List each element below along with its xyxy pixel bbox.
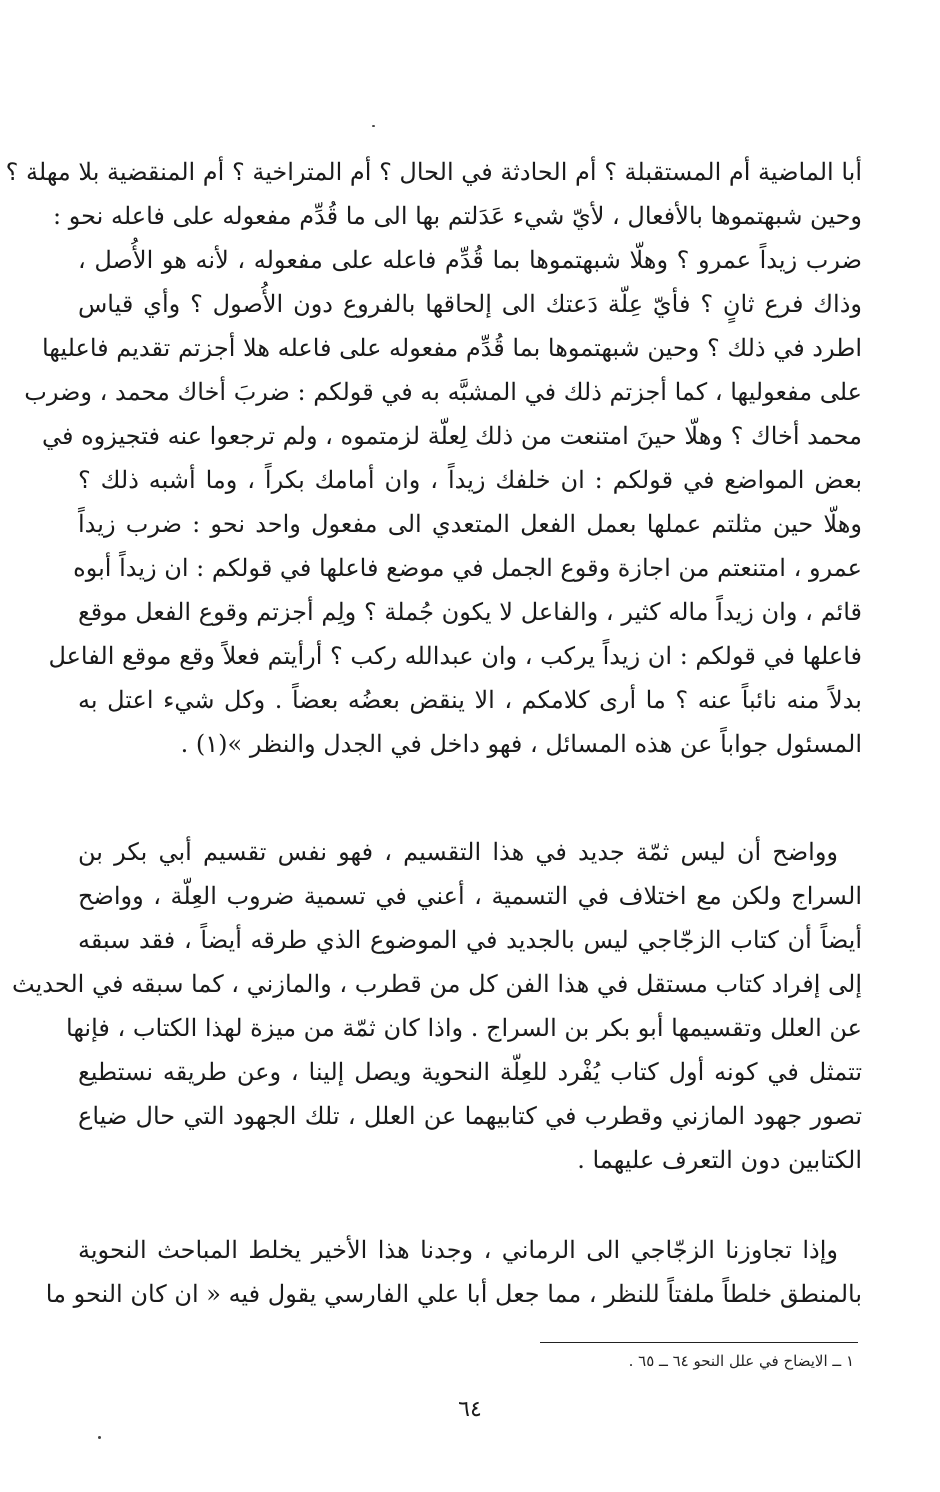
text-line: وإذا تجاوزنا الزجّاجي الى الرماني ، وجدنا هذا الأخير يخلط المباحث النحوية xyxy=(78,1236,839,1264)
print-speck xyxy=(98,1436,101,1439)
text-line: ضرب زيداً عمرو ؟ وهلّا شبهتموها بما قُدِّم فاعله على مفعوله ، لأنه هو الأُصل ، xyxy=(78,246,862,274)
text-line: أيضاً أن كتاب الزجّاجي ليس بالجديد في الموضوع الذي طرقه أيضاً ، فقد سبقه xyxy=(78,926,862,954)
footnote-divider xyxy=(540,1342,858,1343)
text-line: محمد أخاك ؟ وهلّا حينَ امتنعت من ذلك لِعلّة لزمتموه ، ولم ترجعوا عنه فتجيزوه في xyxy=(42,422,862,450)
text-line: المسئول جواباً عن هذه المسائل ، فهو داخل في الجدل والنظر »(١) . xyxy=(180,730,862,758)
text-line: وهلّا حين مثلتم عملها بعمل الفعل المتعدي الى مفعول واحد نحو : ضرب زيداً xyxy=(78,510,862,538)
text-line: وذاك فرع ثانٍ ؟ فأيّ عِلّة دَعتك الى إلحاقها بالفروع دون الأُصول ؟ وأي قياس xyxy=(78,290,862,318)
text-line: بدلاً منه نائباً عنه ؟ ما أرى كلامكم ، الا ينقض بعضُه بعضاً . وكل شيء اعتل به xyxy=(78,686,862,714)
text-line: السراج ولكن مع اختلاف في التسمية ، أعني في تسمية ضروب العِلّة ، وواضح xyxy=(78,882,862,910)
text-line: وحين شبهتموها بالأفعال ، لأيّ شيء عَدَلتم بها الى ما قُدِّم مفعوله على فاعله نحو : xyxy=(53,202,862,230)
text-line: وواضح أن ليس ثمّة جديد في هذا التقسيم ، فهو نفس تقسيم أبي بكر بن xyxy=(78,838,838,866)
text-line: الكتابين دون التعرف عليهما . xyxy=(577,1146,862,1174)
text-line: فاعلها في قولكم : ان زيداً يركب ، وان عبدالله ركب ؟ أرأيتم فعلاً وقع موقع الفاعل xyxy=(48,642,862,670)
page-number: ٦٤ xyxy=(458,1397,482,1422)
paragraph-3 xyxy=(45,1228,862,1316)
text-line: إلى إفراد كتاب مستقل في هذا الفن كل من قطرب ، والمازني ، كما سبقه في الحديث xyxy=(12,970,862,998)
paragraph-1 xyxy=(5,150,862,766)
text-line: اطرد في ذلك ؟ وحين شبهتموها بما قُدِّم مفعوله على فاعله هلا أجزتم تقديم فاعليها xyxy=(41,334,862,362)
text-line: عن العلل وتقسيمها أبو بكر بن السراج . واذا كان ثمّة من ميزة لهذا الكتاب ، فإنها xyxy=(66,1014,862,1042)
text-line: بعض المواضع في قولكم : ان خلفك زيداً ، وان أمامك بكراً ، وما أشبه ذلك ؟ xyxy=(78,466,862,494)
text-line: أبا الماضية أم المستقبلة ؟ أم الحادثة في الحال ؟ أم المتراخية ؟ أم المنقضية بلا مهلة ؟ xyxy=(5,158,862,186)
text-line: قائم ، وان زيداً ماله كثير ، والفاعل لا يكون جُملة ؟ ولِم أجزتم وقوع الفعل موقع xyxy=(78,598,862,626)
print-speck xyxy=(372,125,375,127)
text-line: تتمثل في كونه أول كتاب يُفْرد للعِلّة النحوية ويصل إلينا ، وعن طريقه نستطيع xyxy=(78,1058,863,1086)
text-line: عمرو ، امتنعتم من اجازة وقوع الجمل في موضع فاعلها في قولكم : ان زيداً أبوه xyxy=(73,554,862,582)
text-line: على مفعوليها ، كما أجزتم ذلك في المشبَّه به في قولكم : ضربَ أخاك محمد ، وضرب xyxy=(24,378,862,406)
text-line: بالمنطق خلطاً ملفتاً للنظر ، مما جعل أبا علي الفارسي يقول فيه « ان كان النحو ما xyxy=(45,1280,862,1308)
text-line: تصور جهود المازني وقطرب في كتابيهما عن العلل ، تلك الجهود التي حال ضياع xyxy=(78,1102,862,1130)
footnote: ١ ــ الايضاح في علل النحو ٦٤ ــ ٦٥ . xyxy=(628,1352,854,1370)
paragraph-2 xyxy=(12,830,863,1182)
